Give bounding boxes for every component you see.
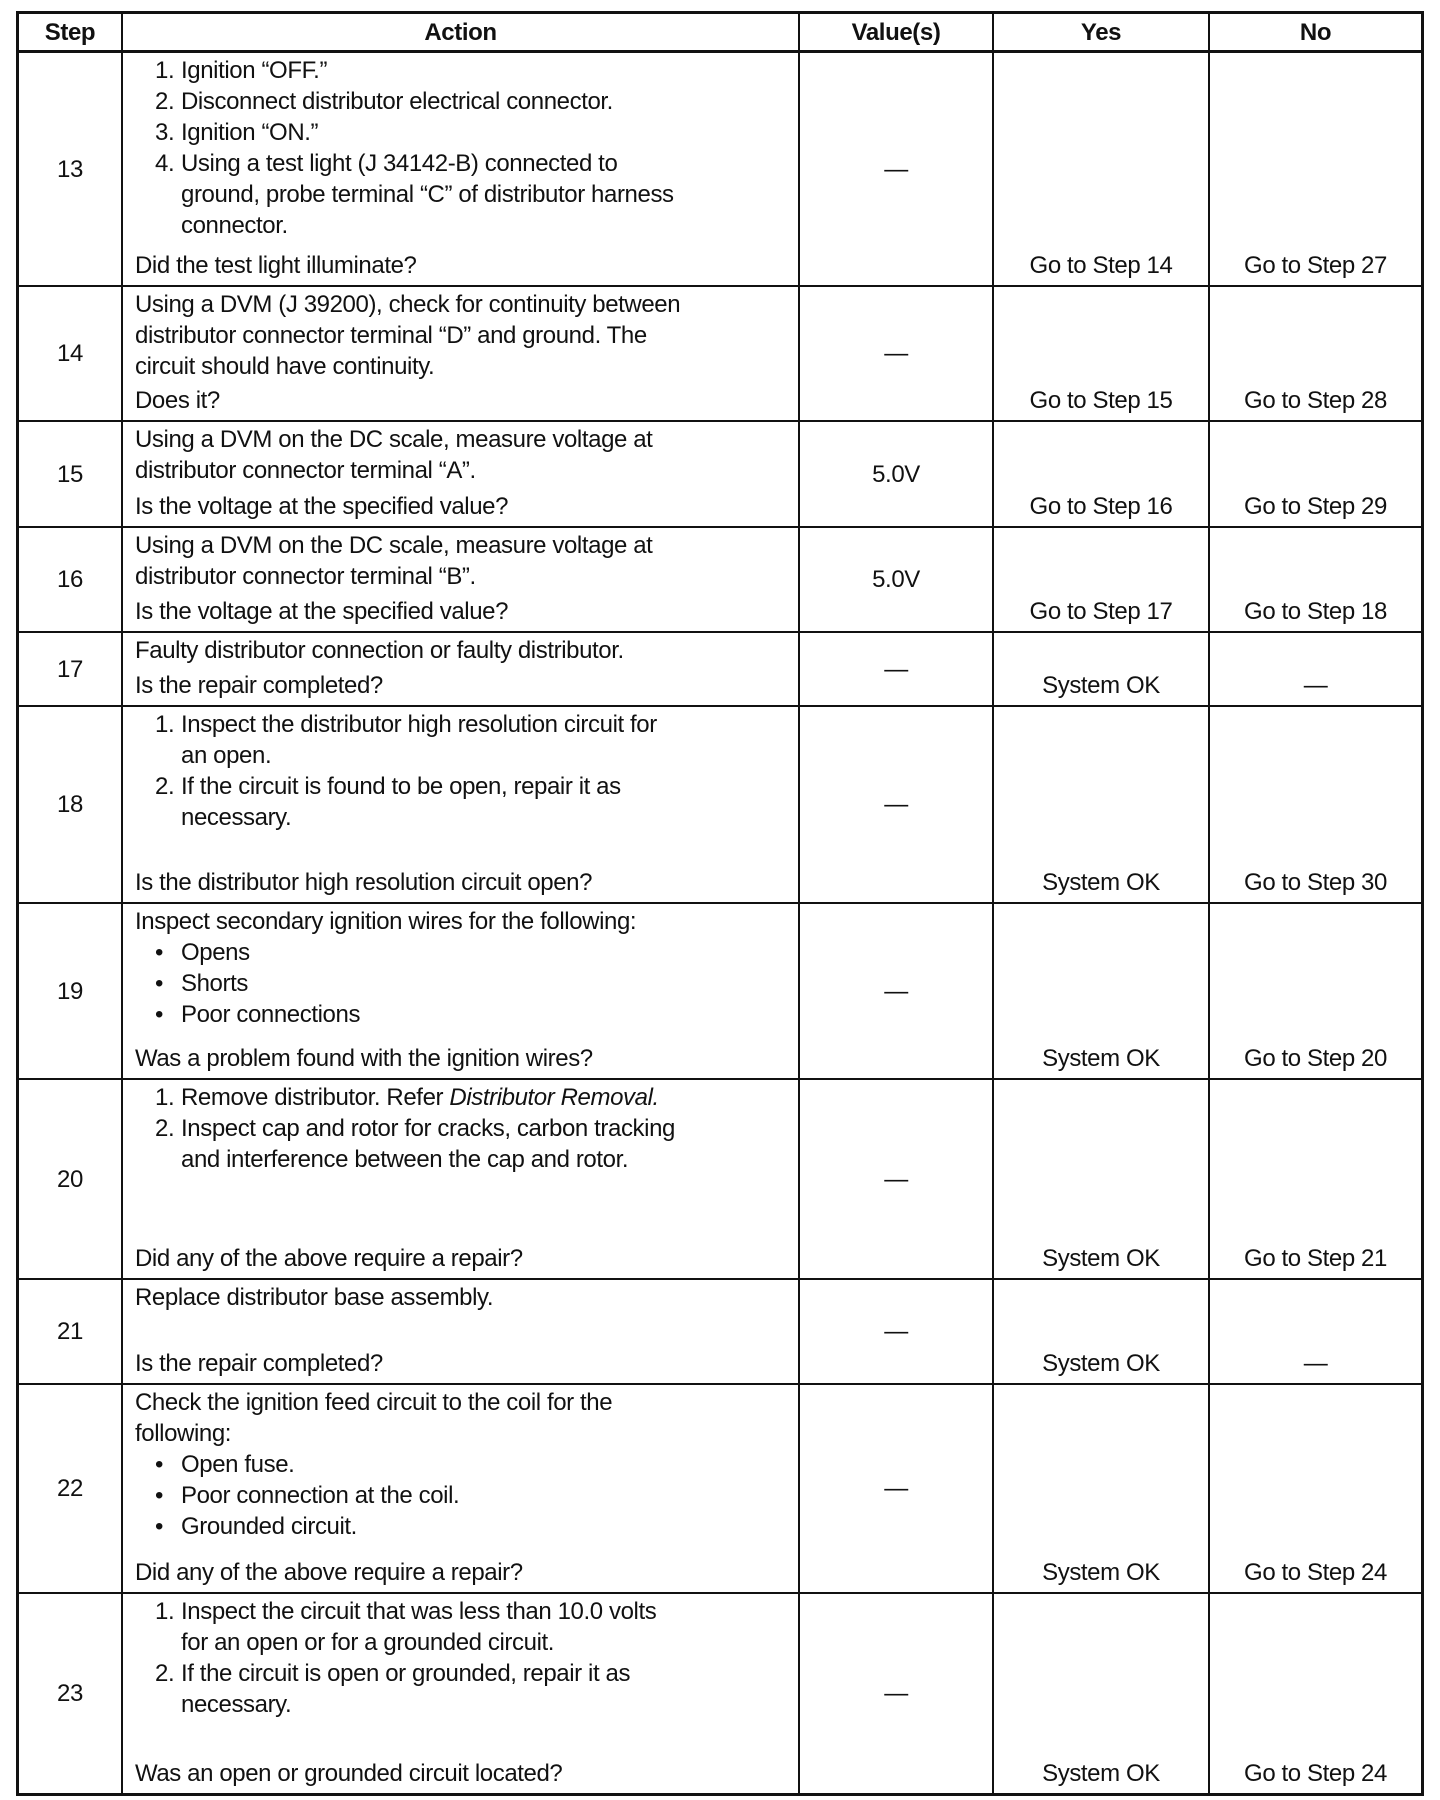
item-number: 1. [155,711,175,738]
value-cell: 5.0V [800,422,994,528]
item-line-text: Opens [181,939,250,966]
yes-result: System OK [994,1280,1210,1385]
item-line [181,1596,656,1627]
item-line [181,117,318,148]
item-line-text: If the circuit is found to be open, repair it as [181,773,621,800]
item-text [181,968,248,999]
bullet-item [135,1511,788,1542]
item-line [181,1511,357,1542]
value-cell: — [800,633,994,707]
item-line-text: Open fuse. [181,1451,295,1478]
step-number: 19 [19,904,123,1080]
bullet-icon: • [155,1001,164,1028]
action-question: Did any of the above require a repair? [135,1559,523,1586]
item-line [181,937,250,968]
item-line-text: Ignition “ON.” [181,119,319,146]
value-cell: 5.0V [800,528,994,633]
item-line-text: an open. [181,742,272,769]
no-result: Go to Step 20 [1210,904,1421,1080]
item-line-text: Disconnect distributor electrical connector. [181,88,613,115]
action-cell [123,287,800,422]
item-line-text: Inspect cap and rotor for cracks, carbon tracking [181,1115,675,1142]
item-text [181,1082,659,1113]
item-number: 2. [155,1115,175,1142]
value-cell: — [800,1385,994,1594]
yes-result: System OK [994,633,1210,707]
action-question: Did any of the above require a repair? [135,1245,523,1272]
step-number: 15 [19,422,123,528]
numbered-item [135,55,788,86]
action-question: Is the repair completed? [135,672,383,699]
item-text [181,1658,630,1720]
item-line [181,179,674,210]
no-result: Go to Step 27 [1210,53,1421,287]
action-cell [123,633,800,707]
item-line-text: If the circuit is open or grounded, repair it as [181,1660,631,1687]
item-line [181,1113,675,1144]
step-number: 17 [19,633,123,707]
item-number: 2. [155,88,175,115]
item-text [181,771,621,833]
value-cell: — [800,1080,994,1280]
item-line [181,210,674,241]
action-text: distributor connector terminal “D” and ground. The [135,322,647,349]
no-result: Go to Step 18 [1210,528,1421,633]
action-cell [123,53,800,287]
item-text [181,999,360,1030]
item-line-text: Shorts [181,970,248,997]
yes-result: System OK [994,904,1210,1080]
yes-result: Go to Step 14 [994,53,1210,287]
numbered-item [135,117,788,148]
item-line [181,1144,675,1175]
yes-result: System OK [994,707,1210,904]
value-cell: — [800,53,994,287]
no-result: Go to Step 24 [1244,1760,1387,1787]
item-line [181,148,674,179]
item-line-text: Ignition “OFF.” [181,57,328,84]
action-text: Inspect secondary ignition wires for the following: [135,908,637,935]
diagnostic-table [16,11,1424,1796]
bullet-item [135,999,788,1030]
action-text: Using a DVM on the DC scale, measure voltage at [135,532,653,559]
item-line-text: Poor connections [181,1001,361,1028]
numbered-item [135,148,788,241]
step-number: 16 [19,528,123,633]
item-line [181,1658,630,1689]
item-line [181,1627,656,1658]
item-text [181,55,327,86]
value-cell: — [800,1280,994,1385]
action-text: Replace distributor base assembly. [135,1284,494,1311]
item-text [181,86,613,117]
item-line [181,86,613,117]
item-text [181,148,674,241]
action-question: Is the voltage at the specified value? [135,598,509,625]
item-line [181,968,248,999]
numbered-item [135,1658,788,1720]
item-line [181,1082,659,1113]
item-line [181,1449,294,1480]
item-text [181,1480,459,1511]
step-number: 22 [19,1385,123,1594]
step-number: 18 [19,707,123,904]
action-cell [123,1280,800,1385]
item-line-text: for an open or for a grounded circuit. [181,1629,555,1656]
step-number: 21 [19,1280,123,1385]
action-cell [123,528,800,633]
bullet-icon: • [155,1451,164,1478]
item-line [181,999,360,1030]
yes-result: Go to Step 15 [994,287,1210,422]
item-line-text: Using a test light (J 34142-B) connected to [181,150,618,177]
action-cell [123,1080,800,1280]
action-cell [123,422,800,528]
no-result: Go to Step 28 [1210,287,1421,422]
item-text [181,1449,294,1480]
yes-result: System OK [994,1080,1210,1280]
numbered-item [135,1082,788,1113]
item-text [181,937,250,968]
action-question: Does it? [135,387,220,414]
item-line [181,771,621,802]
step-number: 20 [19,1080,123,1280]
step-number: 14 [19,287,123,422]
item-line-text: necessary. [181,804,292,831]
bullet-item [135,1480,788,1511]
item-number: 2. [155,1660,175,1687]
item-line-text: necessary. [181,1691,292,1718]
header-no: No [1210,14,1421,53]
value-cell: — [800,1594,994,1793]
item-text [181,1113,675,1175]
item-line [181,740,657,771]
action-question: Is the distributor high resolution circuit open? [135,869,593,896]
action-question: Did the test light illuminate? [135,252,417,279]
item-text [181,709,657,771]
bullet-icon: • [155,939,164,966]
numbered-item [135,1113,788,1175]
item-number: 4. [155,150,175,177]
item-line [181,802,621,833]
action-cell [123,904,800,1080]
item-line [181,709,657,740]
yes-result: Go to Step 16 [994,422,1210,528]
bullet-item [135,1449,788,1480]
item-line-text: and interference between the cap and rotor. [181,1146,629,1173]
item-line-text: ground, probe terminal “C” of distributor harness [181,181,674,208]
bullet-icon: • [155,1482,164,1509]
action-cell [123,707,800,904]
action-text: following: [135,1420,232,1447]
item-text [181,1511,357,1542]
action-text: circuit should have continuity. [135,353,435,380]
item-number: 1. [155,1084,175,1111]
item-number: 1. [155,1598,175,1625]
yes-result: System OK [994,1385,1210,1594]
bullet-icon: • [155,1513,164,1540]
bullet-item [135,968,788,999]
item-text [181,117,318,148]
action-text: Check the ignition feed circuit to the coil for the [135,1389,613,1416]
numbered-item [135,771,788,833]
value-cell: — [800,904,994,1080]
value-cell: — [800,287,994,422]
no-result: Go to Step 30 [1210,707,1421,904]
item-line-text: Inspect the distributor high resolution circuit for [181,711,657,738]
action-question: Was an open or grounded circuit located? [135,1760,563,1787]
yes-result: System OK [994,1594,1210,1793]
item-number: 3. [155,119,175,146]
action-text: Using a DVM (J 39200), check for continuity between [135,291,681,318]
header-action: Action [123,14,800,53]
action-text: distributor connector terminal “B”. [135,563,476,590]
bullet-icon: • [155,970,164,997]
action-text: Faulty distributor connection or faulty distributor. [135,637,624,664]
no-result: — [1210,1280,1421,1385]
action-question: Was a problem found with the ignition wires? [135,1045,593,1072]
action-question: Is the repair completed? [135,1350,383,1377]
item-number: 2. [155,773,175,800]
reference-link: Distributor Removal. [449,1084,659,1111]
yes-result: Go to Step 17 [994,528,1210,633]
numbered-item [135,86,788,117]
action-text: distributor connector terminal “A”. [135,457,476,484]
item-number: 1. [155,57,175,84]
step-number: 13 [19,53,123,287]
no-result: — [1210,633,1421,707]
item-text [181,1596,656,1658]
header-yes: Yes [994,14,1210,53]
header-step: Step [19,14,123,53]
numbered-item [135,709,788,771]
item-line-text: connector. [181,212,288,239]
item-line [181,1689,630,1720]
item-line-text: Grounded circuit. [181,1513,357,1540]
bullet-item [135,937,788,968]
no-result: Go to Step 24 [1210,1385,1421,1594]
item-line [181,1480,459,1511]
action-cell [123,1594,800,1793]
header-values: Value(s) [800,14,994,53]
action-question: Is the voltage at the specified value? [135,493,509,520]
item-line [181,55,327,86]
value-cell: — [800,707,994,904]
item-line-text: Remove distributor. Refer [181,1084,450,1111]
action-text: Using a DVM on the DC scale, measure voltage at [135,426,653,453]
action-cell [123,1385,800,1594]
item-line-text: Inspect the circuit that was less than 10.0 volts [181,1598,657,1625]
no-result: Go to Step 29 [1210,422,1421,528]
item-line-text: Poor connection at the coil. [181,1482,460,1509]
no-result: Go to Step 21 [1210,1080,1421,1280]
numbered-item [135,1596,788,1658]
step-number: 23 [19,1594,123,1793]
